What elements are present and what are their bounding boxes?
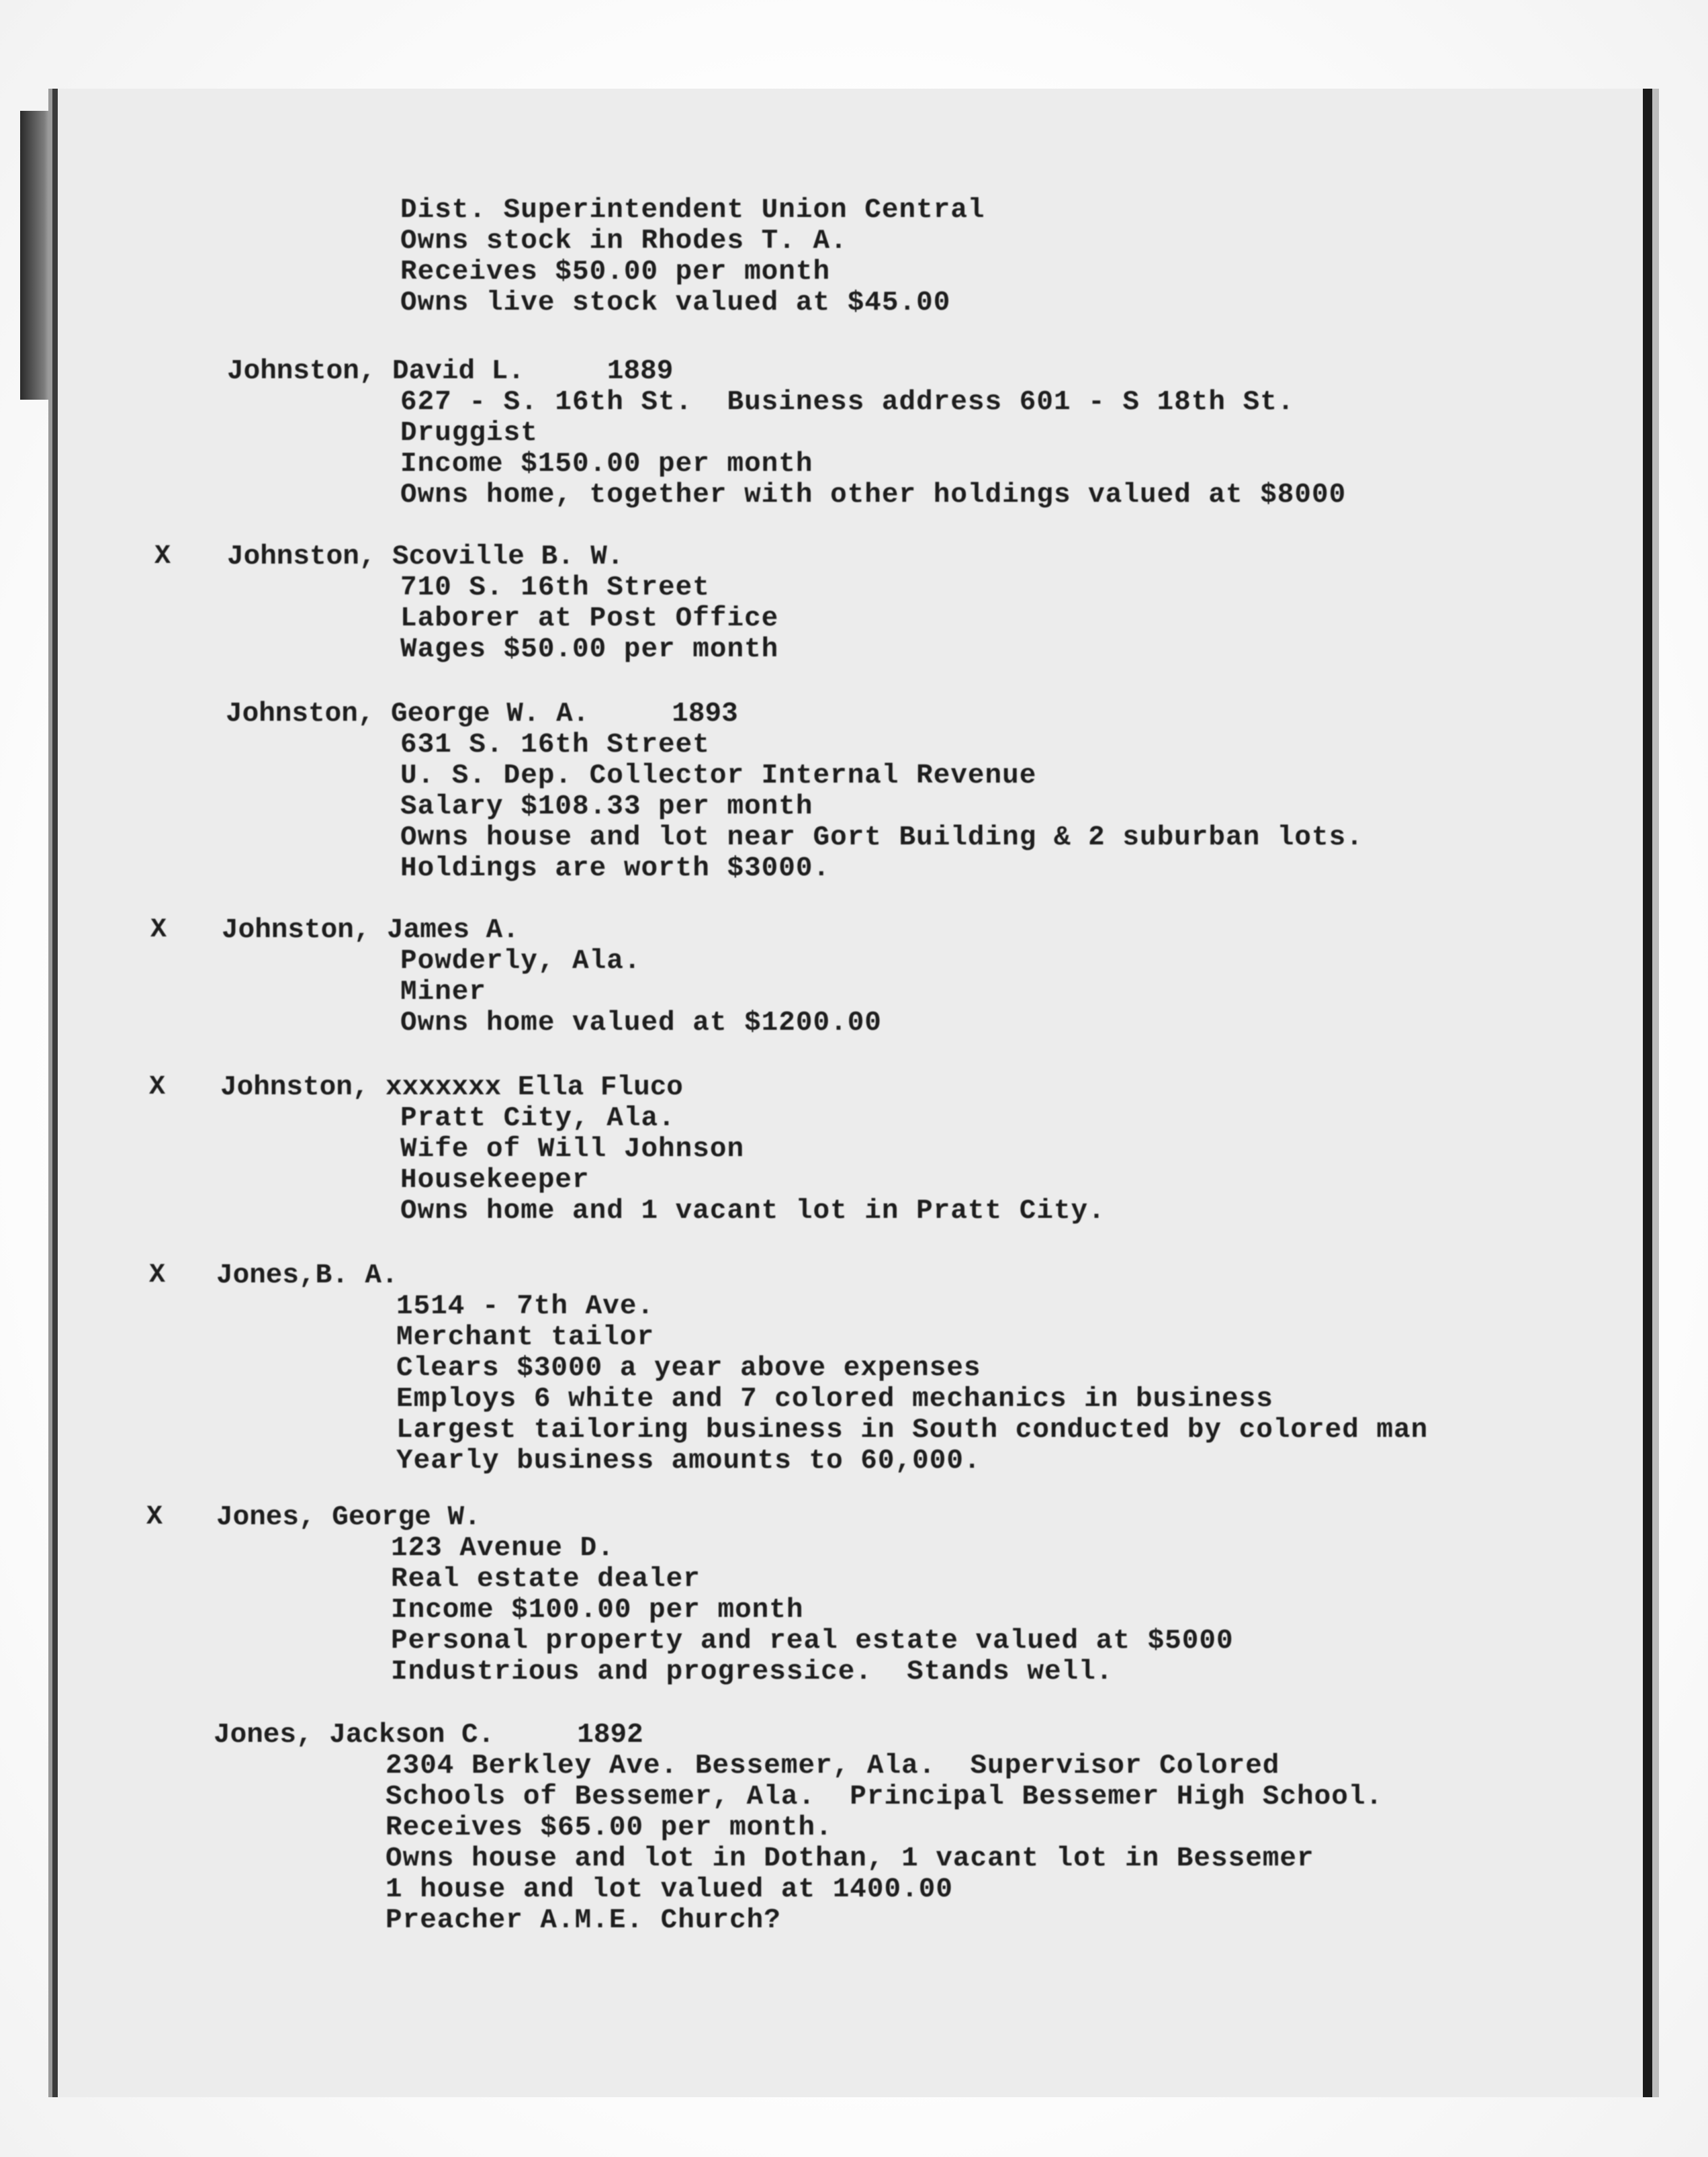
entry-name: Johnston, James A. bbox=[222, 915, 519, 946]
entry-detail-line: Owns house and lot in Dothan, 1 vacant lot in Bessemer bbox=[386, 1843, 1314, 1874]
entry-detail-line: Largest tailoring business in South conducted by colored man bbox=[396, 1415, 1429, 1446]
entry-name: Johnston, xxxxxxx Ella Fluco bbox=[220, 1072, 683, 1103]
entry-detail-line: Owns home valued at $1200.00 bbox=[400, 1008, 882, 1039]
entry-detail-line: Owns home, together with other holdings valued at $8000 bbox=[400, 480, 1347, 511]
entry-detail-line: Receives $65.00 per month. bbox=[386, 1812, 833, 1843]
entry-detail-line: 627 - S. 16th St. Business address 601 - S 18th St. bbox=[400, 387, 1295, 418]
intro-line: Dist. Superintendent Union Central bbox=[400, 195, 985, 226]
entry-name: Jones,B. A. bbox=[216, 1260, 398, 1291]
entry-detail-line: Personal property and real estate valued at $5000 bbox=[391, 1626, 1234, 1657]
entry-detail-line: Housekeeper bbox=[400, 1165, 590, 1196]
entry-detail-line: Yearly business amounts to 60,000. bbox=[396, 1446, 981, 1477]
entry-detail-line: 710 S. 16th Street bbox=[400, 572, 710, 603]
entry-detail-line: 1 house and lot valued at 1400.00 bbox=[386, 1874, 953, 1905]
entry-detail-line: Powderly, Ala. bbox=[400, 946, 641, 977]
entry-detail-line: Laborer at Post Office bbox=[400, 603, 779, 634]
entry-detail-line: Owns home and 1 vacant lot in Pratt City. bbox=[400, 1196, 1106, 1227]
entry-detail-line: U. S. Dep. Collector Internal Revenue bbox=[400, 760, 1037, 791]
intro-line: Receives $50.00 per month bbox=[400, 257, 831, 288]
x-mark: X bbox=[149, 1072, 166, 1102]
x-mark: X bbox=[150, 915, 167, 945]
intro-line: Owns stock in Rhodes T. A. bbox=[400, 226, 848, 257]
entry-name: Johnston, George W. A. 1893 bbox=[226, 699, 738, 730]
entry-detail-line: Real estate dealer bbox=[391, 1564, 701, 1595]
entry-detail-line: Clears $3000 a year above expenses bbox=[396, 1353, 981, 1384]
entry-name: Jones, Jackson C. 1892 bbox=[214, 1720, 643, 1751]
entry-detail-line: 2304 Berkley Ave. Bessemer, Ala. Supervisor Colored bbox=[386, 1751, 1280, 1781]
entry-detail-line: Preacher A.M.E. Church? bbox=[386, 1905, 781, 1936]
intro-line: Owns live stock valued at $45.00 bbox=[400, 288, 951, 318]
entry-name: Johnston, David L. 1889 bbox=[227, 356, 674, 387]
entry-detail-line: Owns house and lot near Gort Building & 2 suburban lots. bbox=[400, 822, 1363, 853]
entry-detail-line: 1514 - 7th Ave. bbox=[396, 1291, 655, 1322]
entry-detail-line: Salary $108.33 per month bbox=[400, 791, 813, 822]
entry-detail-line: 123 Avenue D. bbox=[391, 1533, 615, 1564]
entry-detail-line: Schools of Bessemer, Ala. Principal Bessemer High School. bbox=[386, 1781, 1384, 1812]
entry-detail-line: Income $150.00 per month bbox=[400, 449, 813, 480]
x-mark: X bbox=[149, 1260, 166, 1290]
entry-detail-line: Income $100.00 per month bbox=[391, 1595, 804, 1626]
entry-detail-line: Employs 6 white and 7 colored mechanics in business bbox=[396, 1384, 1273, 1415]
entry-detail-line: Pratt City, Ala. bbox=[400, 1103, 676, 1134]
entry-name: Johnston, Scoville B. W. bbox=[227, 541, 624, 572]
entry-detail-line: Miner bbox=[400, 977, 487, 1008]
entry-detail-line: Industrious and progressice. Stands well. bbox=[391, 1657, 1114, 1687]
x-mark: X bbox=[146, 1502, 163, 1532]
entry-detail-line: Wages $50.00 per month bbox=[400, 634, 779, 665]
entry-detail-line: Merchant tailor bbox=[396, 1322, 655, 1353]
entry-detail-line: 631 S. 16th Street bbox=[400, 730, 710, 760]
entry-detail-line: Druggist bbox=[400, 418, 538, 449]
entry-detail-line: Holdings are worth $3000. bbox=[400, 853, 831, 884]
entry-name: Jones, George W. bbox=[216, 1502, 481, 1533]
entry-detail-line: Wife of Will Johnson bbox=[400, 1134, 745, 1165]
x-mark: X bbox=[154, 541, 171, 572]
